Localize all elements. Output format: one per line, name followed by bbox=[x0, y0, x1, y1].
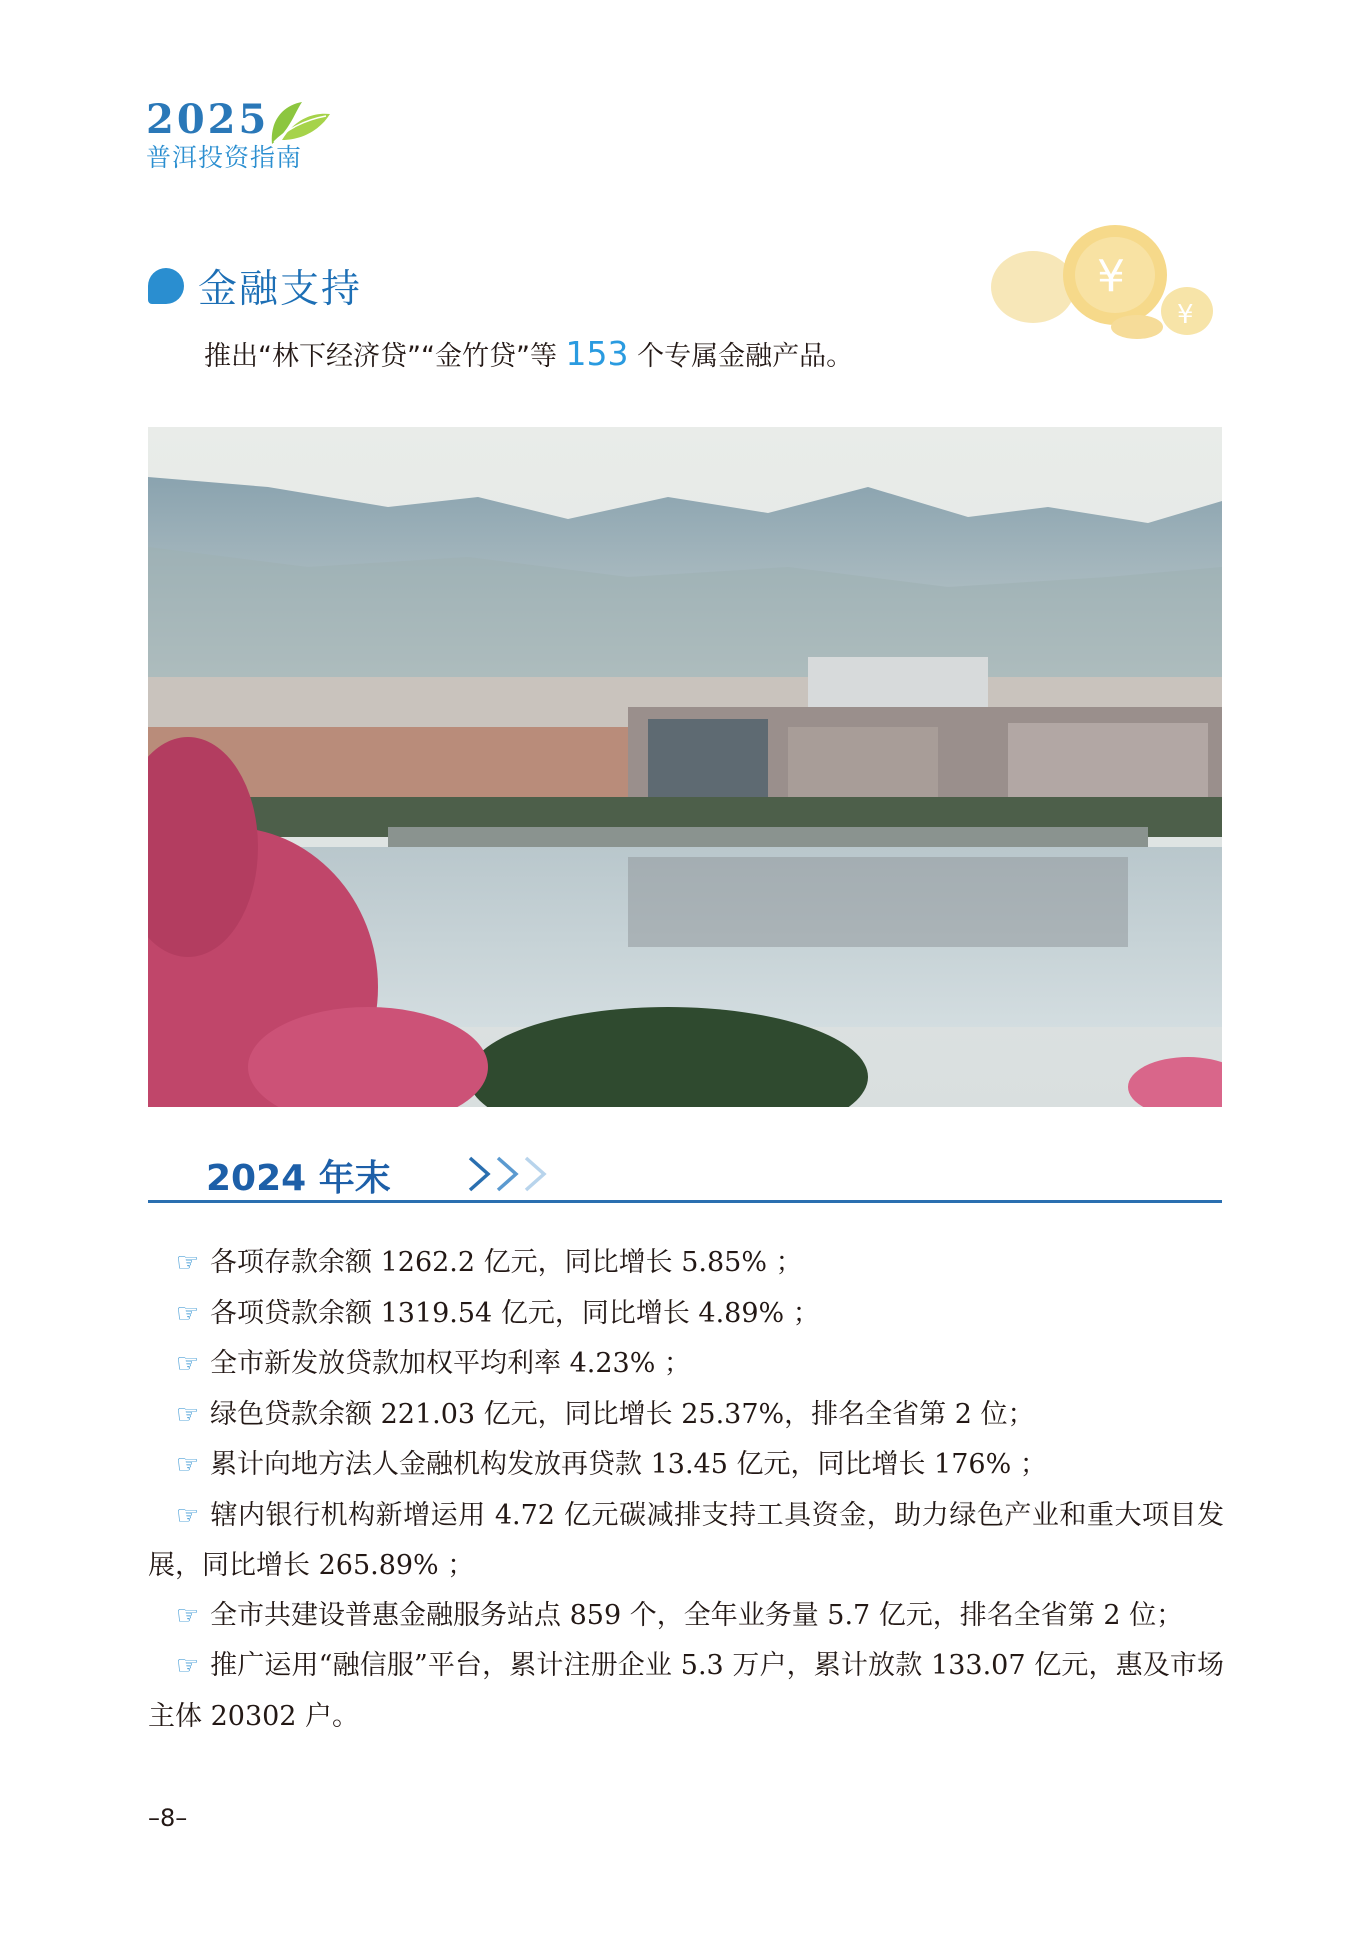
list-item bbox=[148, 1339, 1224, 1390]
pointing-hand-icon: ☞ bbox=[176, 1298, 200, 1329]
intro-after: 个专属金融产品。 bbox=[628, 341, 854, 372]
pointing-hand-icon: ☞ bbox=[176, 1450, 200, 1480]
leaf-icon bbox=[268, 100, 332, 146]
list-item-text: 全市新发放贷款加权平均利率 4.23% ； bbox=[210, 1348, 691, 1379]
list-item bbox=[148, 1238, 1224, 1289]
list-item bbox=[148, 1390, 1224, 1441]
list-item bbox=[148, 1641, 1224, 1741]
list-item-text: 累计向地方法人金融机构发放再贷款 13.45 亿元，同比增长 176% ； bbox=[210, 1449, 1047, 1480]
list-item bbox=[148, 1591, 1224, 1642]
page-number: –8– bbox=[148, 1804, 188, 1832]
subsection-title: 2024 年末 bbox=[206, 1158, 391, 1199]
subsection-heading bbox=[148, 1140, 1222, 1203]
intro-text bbox=[204, 334, 853, 377]
chevrons-icon bbox=[466, 1154, 556, 1194]
list-item-text: 各项贷款余额 1319.54 亿元，同比增长 4.89% ； bbox=[210, 1297, 820, 1329]
list-item bbox=[148, 1440, 1224, 1491]
list-item bbox=[148, 1289, 1224, 1340]
svg-text:¥: ¥ bbox=[1177, 300, 1194, 330]
pointing-hand-icon: ☞ bbox=[176, 1651, 200, 1681]
section-title: 金融支持 bbox=[198, 267, 363, 312]
section-heading bbox=[148, 258, 362, 314]
pointing-hand-icon: ☞ bbox=[176, 1248, 200, 1278]
logo-subtitle: 普洱投资指南 bbox=[146, 143, 303, 172]
intro-number: 153 bbox=[565, 334, 629, 373]
coins-illustration bbox=[985, 215, 1225, 345]
list-item-text: 全市共建设普惠金融服务站点 859 个，全年业务量 5.7 亿元，排名全省第 2 位； bbox=[210, 1599, 1184, 1631]
pointing-hand-icon: ☞ bbox=[176, 1500, 200, 1531]
list-item-text: 推广运用“融信服”平台，累计注册企业 5.3 万户，累计放款 133.07 亿元，惠及市场主体 20302 户。 bbox=[148, 1650, 1224, 1732]
pointing-hand-icon: ☞ bbox=[176, 1349, 200, 1379]
intro-before: 推出“林下经济贷”“金竹贷”等 bbox=[204, 341, 566, 372]
list-item bbox=[148, 1491, 1224, 1591]
statistics-list bbox=[148, 1238, 1224, 1741]
list-item-text: 辖内银行机构新增运用 4.72 亿元碳减排支持工具资金，助力绿色产业和重大项目发展，同比增长 265.89% ； bbox=[148, 1499, 1224, 1581]
section-bullet-icon bbox=[148, 268, 184, 304]
svg-text:¥: ¥ bbox=[1097, 251, 1125, 302]
list-item-text: 绿色贷款余额 221.03 亿元，同比增长 25.37%，排名全省第 2 位； bbox=[210, 1398, 1035, 1430]
pointing-hand-icon: ☞ bbox=[176, 1600, 200, 1631]
pointing-hand-icon: ☞ bbox=[176, 1399, 200, 1430]
city-lake-photo bbox=[148, 427, 1222, 1107]
logo-year: 2025 bbox=[146, 96, 270, 143]
list-item-text: 各项存款余额 1262.2 亿元，同比增长 5.85% ； bbox=[210, 1247, 803, 1278]
